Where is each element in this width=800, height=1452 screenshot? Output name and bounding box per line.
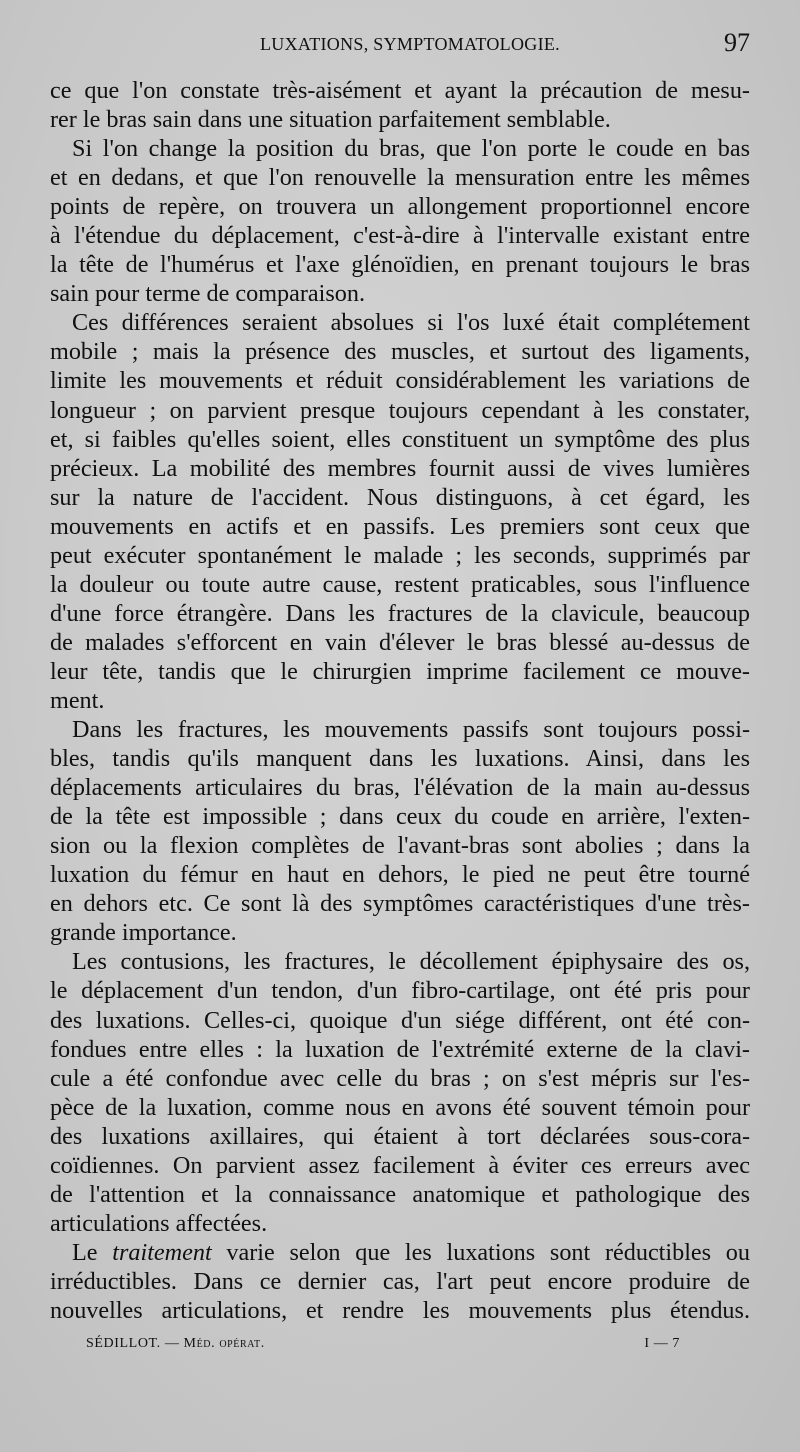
text-line: sion ou la flexion complètes de l'avant-bras sont abolies ; dans la	[50, 832, 750, 860]
text-line: le déplacement d'un tendon, d'un fibro-cartilage, ont été pris pour	[50, 977, 750, 1005]
text-line: limite les mouvements et réduit considérablement les variations de	[50, 367, 750, 395]
text-line: irréductibles. Dans ce dernier cas, l'art peut encore produire de	[50, 1267, 750, 1295]
italic-term: traitement	[112, 1238, 212, 1266]
text-line: coïdiennes. On parvient assez facilement à éviter ces erreurs avec	[50, 1151, 750, 1179]
text-line: Ces différences seraient absolues si l'os luxé était complétement	[72, 309, 750, 337]
text-line: de l'attention et la connaissance anatomique et pathologique des	[50, 1180, 750, 1208]
text-line: nouvelles articulations, et rendre les mouvements plus étendus.	[50, 1296, 750, 1324]
text-line: la douleur ou toute autre cause, restent praticables, sous l'influence	[50, 570, 750, 598]
text-line: rer le bras sain dans une situation parfaitement semblable.	[50, 106, 611, 134]
text-line: leur tête, tandis que le chirurgien imprime facilement ce mouve-	[50, 657, 750, 685]
text-line: cule a été confondue avec celle du bras ; on s'est mépris sur l'es-	[50, 1064, 750, 1092]
footer-signature: SÉDILLOT. — Méd. opérat.	[86, 1336, 265, 1351]
text-line: d'une force étrangère. Dans les fractures de la clavicule, beaucoup	[50, 599, 750, 627]
text-line: mouvements en actifs et en passifs. Les premiers sont ceux que	[50, 512, 750, 540]
text-line: déplacements articulaires du bras, l'élévation de la main au-dessus	[50, 774, 750, 802]
text-line: articulations affectées.	[50, 1209, 268, 1237]
text-line: sain pour terme de comparaison.	[50, 280, 366, 308]
text-line: ment.	[50, 686, 105, 714]
text-line: points de repère, on trouvera un allongement proportionnel encore	[50, 193, 750, 221]
running-head-title: LUXATIONS, SYMPTOMATOLOGIE.	[260, 34, 560, 54]
text-line: luxation du fémur en haut en dehors, le pied ne peut être tourné	[50, 861, 750, 889]
text-line: et en dedans, et que l'on renouvelle la mensuration entre les mêmes	[50, 164, 750, 192]
text-fragment: Le	[72, 1238, 113, 1266]
text-line: mobile ; mais la présence des muscles, et surtout des ligaments,	[50, 338, 750, 366]
text-line: peut exécuter spontanément le malade ; les seconds, supprimés par	[50, 541, 750, 569]
text-line: à l'étendue du déplacement, c'est-à-dire à l'intervalle existant entre	[50, 222, 750, 250]
running-head	[50, 28, 750, 64]
text-line: et, si faibles qu'elles soient, elles constituent un symptôme des plus	[50, 425, 750, 453]
text-fragment: varie selon que les luxations sont réductibles ou	[211, 1238, 750, 1266]
page-footer	[86, 1336, 680, 1360]
text-line: grande importance.	[50, 919, 237, 947]
text-line: des luxations axillaires, qui étaient à tort déclarées sous-cora-	[50, 1122, 750, 1150]
page-number: 97	[724, 28, 750, 57]
text-line-treatment	[50, 1238, 750, 1267]
footer-sheet-mark: I — 7	[644, 1336, 680, 1351]
text-line: fondues entre elles : la luxation de l'extrémité externe de la clavi-	[50, 1035, 750, 1063]
text-line: sur la nature de l'accident. Nous distinguons, à cet égard, les	[50, 483, 750, 511]
text-line: Si l'on change la position du bras, que l'on porte le coude en bas	[72, 135, 750, 163]
text-line: de malades s'efforcent en vain d'élever le bras blessé au-dessus de	[50, 628, 750, 656]
body-text	[50, 76, 750, 1325]
text-line: longueur ; on parvient presque toujours cependant à les constater,	[50, 396, 750, 424]
text-line: en dehors etc. Ce sont là des symptômes caractéristiques d'une très-	[50, 890, 750, 918]
text-line: la tête de l'humérus et l'axe glénoïdien, en prenant toujours le bras	[50, 251, 750, 279]
text-line: pèce de la luxation, comme nous en avons été souvent témoin pour	[50, 1093, 750, 1121]
text-line: de la tête est impossible ; dans ceux du coude en arrière, l'exten-	[50, 803, 750, 831]
text-line: bles, tandis qu'ils manquent dans les luxations. Ainsi, dans les	[50, 745, 750, 773]
text-line: Les contusions, les fractures, le décollement épiphysaire des os,	[72, 948, 750, 976]
text-line: précieux. La mobilité des membres fournit aussi de vives lumières	[50, 454, 750, 482]
text-line: Dans les fractures, les mouvements passifs sont toujours possi-	[72, 716, 750, 744]
text-line: ce que l'on constate très-aisément et ayant la précaution de mesu-	[50, 77, 750, 104]
text-line: des luxations. Celles-ci, quoique d'un siége différent, ont été con-	[50, 1006, 750, 1034]
